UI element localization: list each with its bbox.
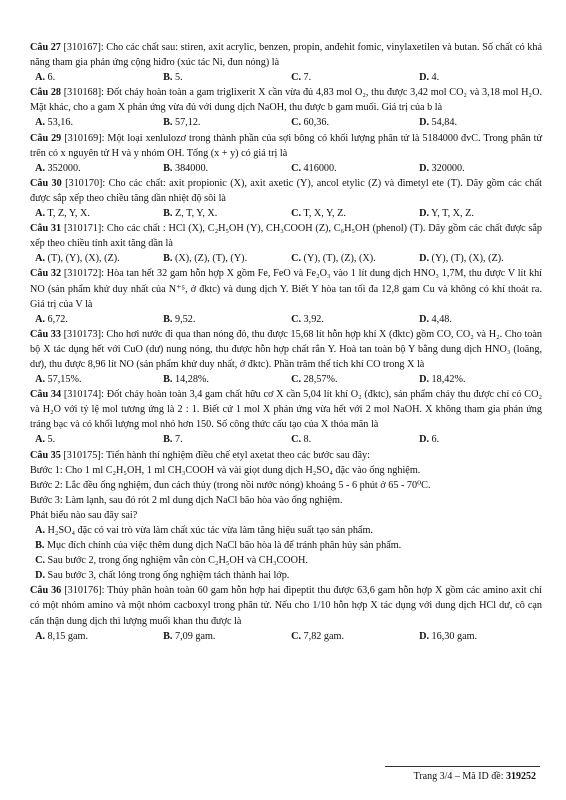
option-letter: D. [419,313,429,325]
question-30 [30,176,542,221]
question-35 [30,448,542,584]
answer-option [286,161,414,176]
option-text: 7. [303,72,312,84]
option-text: 7,09 gam. [174,630,216,642]
option-text: 416000. [303,162,337,174]
answer-option [414,432,542,447]
question-number: Câu 33 [30,328,61,340]
option-text: Z, T, Y, X. [174,208,218,220]
answer-statements [30,523,542,583]
option-text: 384000. [174,162,209,174]
question-34 [30,387,542,447]
answer-option [286,312,414,327]
question-number: Câu 28 [30,87,62,99]
answer-option [158,312,286,327]
question-27 [30,40,542,85]
option-text: (X), (Z), (T), (Y). [174,253,248,265]
answer-options [30,251,542,266]
answer-option [30,432,158,447]
question-line: Phát biểu nào sau đây sai? [30,509,138,521]
question-line: Bước 2: Lắc đều ống nghiệm, đun cách thủy (trong nồi nước nóng) khoảng 5 - 6 phút ở 65 - 70⁰C. [30,479,431,491]
question-number: Câu 29 [30,132,62,144]
option-text: 53,16. [47,117,74,129]
answer-option [158,251,286,266]
option-letter: A. [35,434,45,446]
option-letter: D. [419,253,429,265]
question-text [30,508,542,523]
option-text: T, Z, Y, X. [47,208,90,220]
option-text: 60,36. [303,117,330,129]
option-letter: D. [419,208,429,220]
option-letter: B. [163,434,173,446]
page-footer [414,771,536,782]
option-text: 4. [431,72,440,84]
option-text: 9,52. [174,313,196,325]
option-text: Y, T, X, Z. [431,208,474,220]
question-31 [30,221,542,266]
option-text: 4,48. [431,313,452,325]
answer-option [414,312,542,327]
option-letter: C. [291,313,301,325]
option-letter: A. [35,208,45,220]
question-line: [310169]: Một loại xenlulozơ trong thành phần của sợi bông có khối lượng phân tử là 5184000 đvC. Trong phân tử trên có x nguyên tử H và y nhóm OH. Tổng (x + y) có giá trị là [30,132,542,159]
answer-options [30,206,542,221]
option-text: 8. [303,434,312,446]
answer-option [414,629,542,644]
question-number: Câu 36 [30,585,62,597]
question-line: Bước 3: Làm lạnh, sau đó rót 2 ml dung dịch NaCl bão hòa vào ống nghiệm. [30,494,343,506]
question-line: [310176]: Thủy phân hoàn toàn 60 gam hỗn hợp hai đipeptit thu được 63,6 gam hỗn hợp X gồm các amino axit chỉ có một nhóm amino và một nhóm cacboxyl trong phân tử. Nếu cho 1/10 hỗn hợp X tác dụng với dung dịch HCl dư, cô cạn cẩn thận dung dịch thì lượng muối khan thu được là [30,585,542,627]
answer-option [414,372,542,387]
answer-option [30,70,158,85]
option-text: (T), (Y), (X), (Z). [47,253,120,265]
option-text: T, X, Y, Z. [303,208,346,220]
option-letter: A. [35,72,45,84]
option-letter: B. [163,72,173,84]
answer-options [30,312,542,327]
question-number: Câu 35 [30,449,61,461]
option-letter: C. [291,253,301,265]
answer-option [30,372,158,387]
answer-options [30,115,542,130]
option-text: 320000. [431,162,465,174]
option-letter: D. [419,162,429,174]
option-text: 57,12. [174,117,201,129]
option-letter: B. [163,630,173,642]
answer-option [286,206,414,221]
question-text [30,40,542,70]
option-text: (Y), (T), (X), (Z). [431,253,504,265]
answer-statement [30,568,542,583]
answer-option [286,70,414,85]
answer-options [30,372,542,387]
question-number: Câu 30 [30,177,62,189]
answer-option [158,70,286,85]
answer-option [30,251,158,266]
question-text [30,266,542,311]
question-32 [30,266,542,326]
question-28 [30,85,542,130]
answer-option [30,629,158,644]
answer-options [30,629,542,644]
question-text [30,478,542,493]
answer-options [30,161,542,176]
option-letter: A. [35,253,45,265]
answer-option [158,372,286,387]
answer-options [30,432,542,447]
option-text: 7. [174,434,183,446]
option-letter: A. [35,374,45,386]
answer-option [30,206,158,221]
option-letter: D. [419,374,429,386]
option-text: 28,57%. [303,374,338,386]
answer-option [286,251,414,266]
answer-option [414,251,542,266]
question-text [30,176,542,206]
question-text [30,448,542,463]
option-letter: C. [291,374,301,386]
answer-option [30,115,158,130]
option-letter: A. [35,162,45,174]
question-33 [30,327,542,387]
footer-page-label: Trang 3/4 – Mã ID đề: [413,771,506,782]
question-text [30,583,542,628]
option-letter: C. [291,434,301,446]
answer-option [414,70,542,85]
question-text [30,131,542,161]
option-letter: C. [291,117,301,129]
option-letter: A. [35,630,45,642]
question-line: [310167]: Cho các chất sau: stiren, axit acrylic, benzen, propin, anđehit fomic, vinylaxetilen và butan. Số chất có khả năng tham gia phản ứng cộng hiđro (xúc tác Ni, đun nóng) là [30,42,543,69]
option-text: Mục đích chính của việc thêm dung dịch NaCl bão hòa là để tránh phân hủy sản phẩm. [46,540,402,552]
question-29 [30,131,542,176]
answer-option [414,206,542,221]
question-line: [310172]: Hòa tan hết 32 gam hỗn hợp X gồm Fe, FeO và Fe₂O₃ vào 1 lít dung dịch HNO₃ 1,7M, thu được V lít khí NO (sản phẩm khử duy nhất của N⁺⁵, ở đktc) và dung dịch Y. Biết Y hòa tan tối đa 12,8 gam Cu và không có khí thoát ra. Giá trị của V là [30,268,542,310]
option-text: 5. [174,72,183,84]
option-text: Sau bước 2, trong ống nghiệm vẫn còn C₂H₅OH và CH₃COOH. [47,555,308,567]
option-text: 3,92. [303,313,324,325]
question-number: Câu 32 [30,268,62,280]
option-letter: B. [163,253,173,265]
option-letter: B. [163,117,173,129]
question-text [30,387,542,432]
option-text: 352000. [47,162,81,174]
option-text: 6. [431,434,440,446]
option-text: 6. [47,72,56,84]
answer-option [286,115,414,130]
answer-statement [30,538,542,553]
answer-option [414,115,542,130]
answer-option [158,115,286,130]
question-line: [310173]: Cho hơi nước đi qua than nóng đỏ, thu được 15,68 lít hỗn hợp khí X (đktc) gồm CO, CO₂ và H₂. Cho toàn bộ X tác dụng hết với CuO (dư) nung nóng, thu được hỗn hợp chất rắn Y. Hoà tan toàn bộ Y bằng dung dịch HNO₃ (loãng, dư), thu được 8,96 lít NO (sản phẩm khử duy nhất, ở đktc). Phần trăm thể tích khí CO trong X là [30,328,542,370]
question-text [30,327,542,372]
option-letter: A. [35,117,45,129]
option-letter: D. [419,117,429,129]
option-letter: A. [35,313,45,325]
option-text: 5. [47,434,56,446]
answer-statement [30,523,542,538]
footer-divider [385,766,540,767]
option-letter: B. [163,313,173,325]
question-number: Câu 27 [30,42,61,53]
option-letter: B. [163,374,173,386]
option-letter: B. [35,540,45,552]
option-letter: C. [291,208,301,220]
option-text: H₂SO₄ đặc có vai trò vừa làm chất xúc tác vừa làm tăng hiệu suất tạo sản phẩm. [47,525,373,536]
option-letter: C. [291,72,301,84]
answer-option [158,629,286,644]
question-line: [310168]: Đốt cháy hoàn toàn a gam triglixerit X cần vừa đủ 4,83 mol O₂, thu được 3,42 mol CO₂ và 3,18 mol H₂O. Mặt khác, cho a gam X phản ứng vừa đủ với dung dịch NaOH, thu được b gam muối. Giá trị của b là [30,87,542,114]
option-letter: D. [35,570,45,582]
option-text: 57,15%. [47,374,82,386]
option-letter: D. [419,630,429,642]
question-text [30,463,542,478]
option-letter: C. [291,630,301,642]
answer-statement [30,553,542,568]
option-text: 7,82 gam. [303,630,345,642]
exam-page [30,40,542,644]
question-line: [310175]: Tiến hành thí nghiệm điều chế etyl axetat theo các bước sau đây: [63,449,370,461]
option-letter: D. [419,72,429,84]
option-text: 16,30 gam. [431,630,478,642]
question-line: Bước 1: Cho 1 ml C₂H₅OH, 1 ml CH₃COOH và vài giọt dung dịch H₂SO₄ đặc vào ống nghiệm. [30,464,421,476]
answer-option [286,432,414,447]
option-text: 6,72. [47,313,68,325]
question-line: [310174]: Đốt cháy hoàn toàn 3,4 gam chất hữu cơ X cần 5,04 lít khí O₂ (đktc), sản phẩm cháy thu được chỉ có CO₂ và H₂O với tỷ lệ mol tương ứng là 2 : 1. Biết cứ 1 mol X phản ứng vừa hết với 2 mol NaOH. X không tham gia phản ứng tráng bạc và có khối lượng mol nhỏ hơn 150. Số công thức cấu tạo của X thỏa mãn là [30,389,542,431]
question-line: [310171]: Cho các chất : HCl (X), C₂H₅OH (Y), CH₃COOH (Z), C₆H₅OH (phenol) (T). Dãy gồm các chất được sắp xếp theo chiều tính axit tăng dần là [30,223,542,250]
answer-option [158,206,286,221]
answer-option [286,372,414,387]
option-letter: C. [291,162,301,174]
question-line: [310170]: Cho các chất: axit propionic (X), axit axetic (Y), ancol etylic (Z) và đimetyl ete (T). Dãy gồm các chất được sắp xếp theo chiều tăng dần nhiệt độ sôi là [30,177,542,204]
option-letter: A. [35,525,45,536]
option-text: (Y), (T), (Z), (X). [303,253,376,265]
option-text: Sau bước 3, chất lỏng trong ống nghiệm tách thành hai lớp. [47,570,290,582]
option-text: 18,42%. [431,374,466,386]
question-text [30,493,542,508]
answer-option [286,629,414,644]
question-36 [30,583,542,643]
option-letter: C. [35,555,45,567]
option-letter: D. [419,434,429,446]
answer-option [30,312,158,327]
answer-option [30,161,158,176]
question-text [30,221,542,251]
option-text: 14,28%. [174,374,209,386]
footer-exam-code: 319252 [506,771,536,782]
option-text: 54,84. [431,117,458,129]
answer-options [30,70,542,85]
answer-option [414,161,542,176]
question-number: Câu 34 [30,389,62,401]
question-text [30,85,542,115]
answer-option [158,161,286,176]
option-text: 8,15 gam. [47,630,89,642]
option-letter: B. [163,208,173,220]
answer-option [158,432,286,447]
question-number: Câu 31 [30,223,62,235]
option-letter: B. [163,162,173,174]
